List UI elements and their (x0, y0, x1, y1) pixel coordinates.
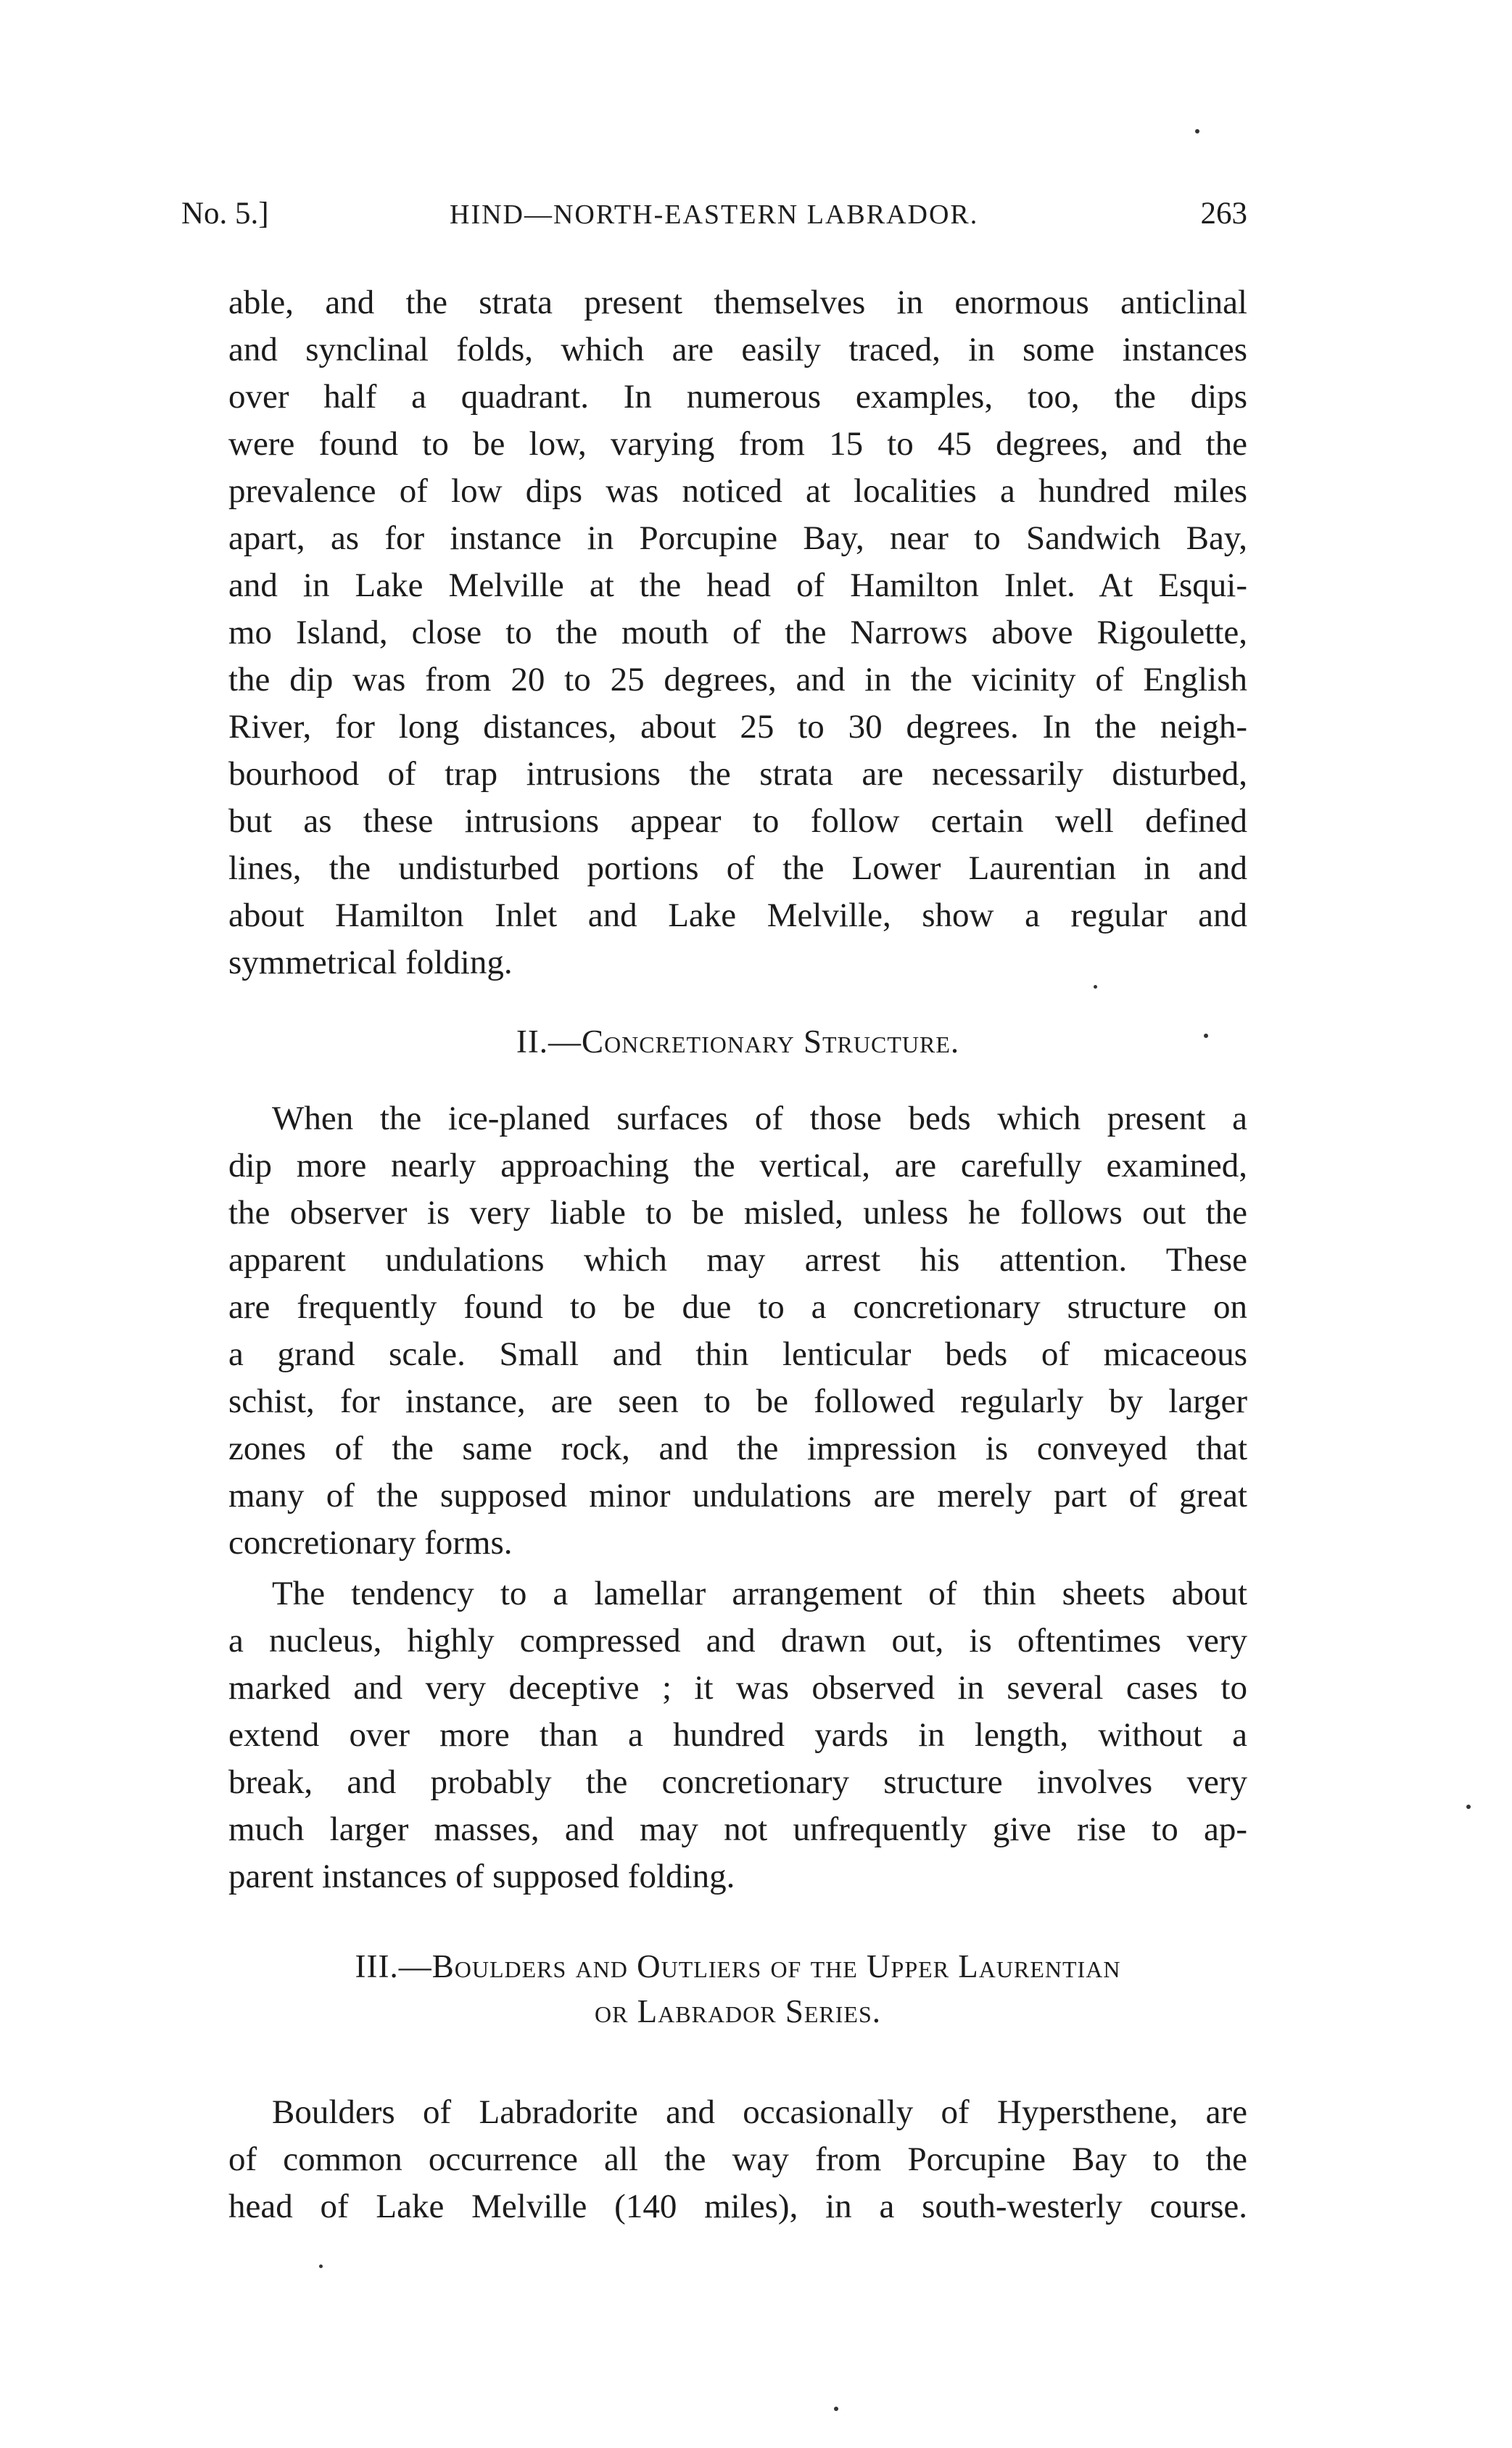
text-line: a grand scale. Small and thin lenticular beds of micaceous (228, 1335, 1247, 1373)
running-title: HIND—NORTH-EASTERN LABRADOR. (450, 199, 979, 230)
text-line: parent instances of supposed folding. (228, 1858, 735, 1895)
section-heading-concretionary (228, 1019, 1247, 1064)
text-line: schist, for instance, are seen to be followed regularly by larger (228, 1382, 1247, 1420)
heading-line: II.—Concretionary Structure. (516, 1023, 960, 1060)
text-line: the dip was from 20 to 25 degrees, and in the vicinity of English (228, 661, 1247, 698)
text-line: bourhood of trap intrusions the strata are necessarily disturbed, (228, 755, 1247, 793)
text-line: apart, as for instance in Porcupine Bay, near to Sandwich Bay, (228, 519, 1247, 557)
paragraph-folds (228, 279, 1247, 986)
text-line: over half a quadrant. In numerous examples, too, the dips (228, 378, 1247, 416)
text-line: and synclinal folds, which are easily traced, in some instances (228, 331, 1247, 368)
text-line: were found to be low, varying from 15 to 45 degrees, and the (228, 425, 1247, 463)
text-line: prevalence of low dips was noticed at localities a hundred miles (228, 472, 1247, 510)
paragraph-concretionary (228, 1095, 1247, 1567)
text-line: mo Island, close to the mouth of the Narrows above Rigoulette, (228, 614, 1247, 651)
text-line: are frequently found to be due to a concretionary structure on (228, 1288, 1247, 1326)
scan-speck (1195, 129, 1199, 133)
text-line: about Hamilton Inlet and Lake Melville, show a regular and (228, 897, 1247, 934)
scan-speck (1204, 1034, 1208, 1038)
heading-line: or Labrador Series. (594, 1993, 882, 2029)
journal-number: No. 5.] (181, 197, 269, 231)
text-line: much larger masses, and may not unfrequently give rise to ap- (228, 1810, 1247, 1848)
text-line: able, and the strata present themselves in enormous anticlinal (228, 284, 1247, 321)
text-line: many of the supposed minor undulations are merely part of great (228, 1477, 1247, 1514)
text-line: symmetrical folding. (228, 944, 513, 981)
text-line: lines, the undisturbed portions of the Lower Laurentian in and (228, 849, 1247, 887)
paragraph-boulders (228, 2089, 1247, 2230)
text-line: dip more nearly approaching the vertical, are carefully examined, (228, 1147, 1247, 1184)
page-number: 263 (1200, 197, 1247, 231)
scan-speck (319, 2264, 323, 2268)
text-line: When the ice-planed surfaces of those beds which present a (272, 1100, 1247, 1137)
scan-speck (834, 2407, 838, 2411)
text-line: River, for long distances, about 25 to 30 degrees. In the neigh- (228, 708, 1247, 746)
text-line: Boulders of Labradorite and occasionally of Hypersthene, are (272, 2093, 1247, 2131)
heading-line: III.—Boulders and Outliers of the Upper Laurentian (355, 1948, 1121, 1985)
text-line: zones of the same rock, and the impression is conveyed that (228, 1430, 1247, 1467)
scan-speck (1094, 985, 1097, 989)
section-heading-boulders (228, 1944, 1247, 2034)
text-line: but as these intrusions appear to follow certain well defined (228, 802, 1247, 840)
text-line: The tendency to a lamellar arrangement of thin sheets about (272, 1575, 1247, 1612)
text-line: of common occurrence all the way from Porcupine Bay to the (228, 2140, 1247, 2178)
text-line: apparent undulations which may arrest his attention. These (228, 1241, 1247, 1279)
text-line: a nucleus, highly compressed and drawn out, is oftentimes very (228, 1622, 1247, 1660)
text-line: the observer is very liable to be misled, unless he follows out the (228, 1194, 1247, 1232)
text-line: extend over more than a hundred yards in length, without a (228, 1716, 1247, 1754)
text-line: break, and probably the concretionary structure involves very (228, 1763, 1247, 1801)
text-line: head of Lake Melville (140 miles), in a south-westerly course. (228, 2188, 1247, 2225)
text-line: concretionary forms. (228, 1524, 513, 1562)
text-line: and in Lake Melville at the head of Hamilton Inlet. At Esqui- (228, 566, 1247, 604)
scan-speck (1466, 1805, 1471, 1809)
running-head (181, 196, 1247, 239)
paragraph-lamellar (228, 1570, 1247, 1900)
text-line: marked and very deceptive ; it was observed in several cases to (228, 1669, 1247, 1707)
